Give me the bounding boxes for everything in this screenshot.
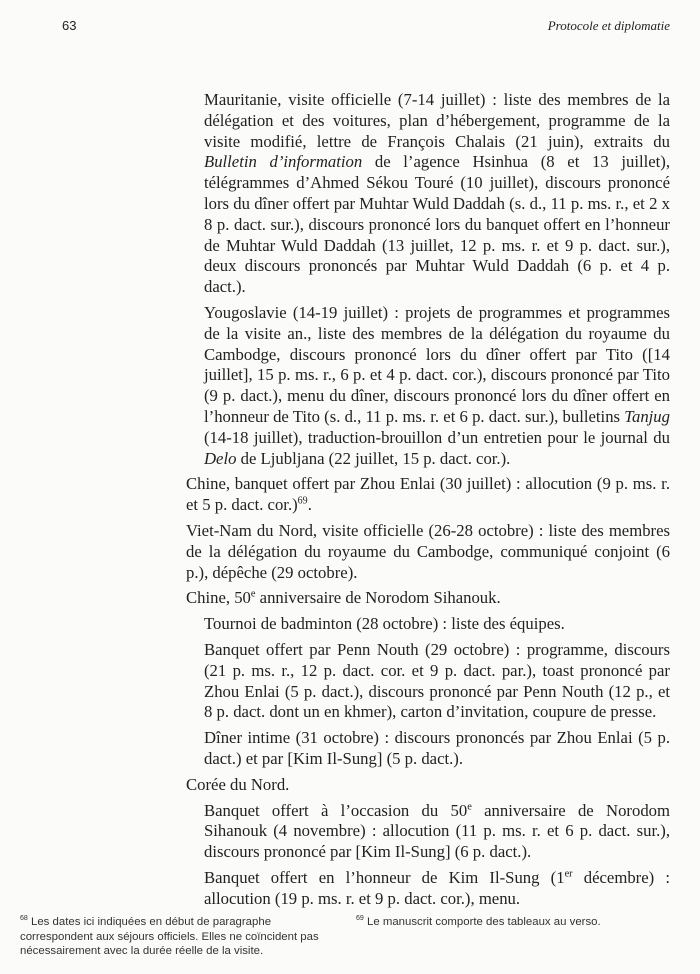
entry-chine-banquet: Chine, banquet offert par Zhou Enlai (30 juillet) : allocution (9 p. ms. r. et 5 p. dact. cor.)$^{69}$. — [186, 474, 670, 515]
entry-diner-intime: Dîner intime (31 octobre) : discours prononcés par Zhou Enlai (5 p. dact.) et par [Kim Il-Sung] (5 p. dact.). — [204, 728, 670, 768]
entry-banquet-anniversaire: Banquet offert à l’occasion du 50e anniversaire de Norodom Sihanouk (4 novembre) : allocution (11 p. ms. r. et 6 p. dact. sur.), discours prononcé par [Kim Il-Sung] (6 p. dact.). — [204, 800, 670, 862]
footnote-69: $^{69}$ Le manuscrit comporte des tableaux au verso. — [356, 915, 601, 928]
entry-mauritanie: Mauritanie, visite officielle (7-14 juillet) : liste des membres de la délégation et des voitures, plan d’hébergement, programme de la visite modifié, lettre de François Chalais (21 juin), extraits du Bulletin d’information de l’agence Hsinhua (8 et 13 juillet), télégrammes d’Ahmed Sékou Touré (10 juillet), discours prononcé lors du dîner offert par Muhtar Wuld Daddah (s. d., 11 p. ms. r., et 2 x 8 p. dact. sur.), discours prononcé lors du banquet offert en l’honneur de Muhtar Wuld Daddah (13 juillet, 12 p. ms. r. et 9 p. dact. sur.), deux discours prononcés par Muhtar Wuld Daddah (6 p. et 4 p. dact.). — [204, 90, 671, 297]
entry-yougoslavie: Yougoslavie (14-19 juillet) : projets de programmes et programmes de la visite an., liste des membres de la délégation du royaume du Cambodge, discours prononcé lors du dîner offert par Tito ([14 juillet], 15 p. ms. r., 6 p. et 4 p. dact. cor.), discours prononcé par Tito (9 p. dact.), menu du dîner, discours prononcé lors du dîner offert en l’honneur de Tito (s. d., 11 p. ms. r. et 6 p. dact. sur.), bulletins Tanjug (14-18 juillet), traduction-brouillon d’un entretien pour le journal du Delo de Ljubljana (22 juillet, 15 p. dact. cor.). — [204, 302, 670, 468]
entry-chine-anniversaire: Chine, 50e anniversaire de Norodom Sihanouk. — [186, 588, 501, 608]
entry-coree: Corée du Nord. — [186, 774, 290, 794]
entry-viet-nam: Viet-Nam du Nord, visite officielle (26-28 octobre) : liste des membres de la délégation du royaume du Cambodge, communiqué conjoint (6 p.), dépêche (29 octobre). — [186, 520, 670, 582]
entry-badminton: Tournoi de badminton (28 octobre) : liste des équipes. — [204, 614, 565, 634]
page-number: 63 — [62, 18, 77, 33]
footnote-68: $^{68}$ Les dates ici indiquées en début de paragraphe correspondent aux séjours officiels. Elles ne coïncident pas nécessairement avec la durée réelle de la visite. — [20, 915, 319, 957]
entry-banquet-penn-nouth: Banquet offert par Penn Nouth (29 octobre) : programme, discours (21 p. ms. r., 12 p. dact. cor. et 9 p. dact. par.), toast prononcé par Zhou Enlai (5 p. dact.), discours prononcé par Penn Nouth (12 p., et 8 p. dact. dont un en khmer), carton d’invitation, coupure de presse. — [204, 639, 670, 722]
footnote-ref-69: 69 — [297, 495, 308, 507]
entry-banquet-kim: Banquet offert en l’honneur de Kim Il-Sung (1er décembre) : allocution (19 p. ms. r. et 9 p. dact. cor.), menu. — [204, 867, 670, 908]
archive-listing — [186, 90, 670, 914]
running-title: Protocole et diplomatie — [547, 18, 670, 33]
